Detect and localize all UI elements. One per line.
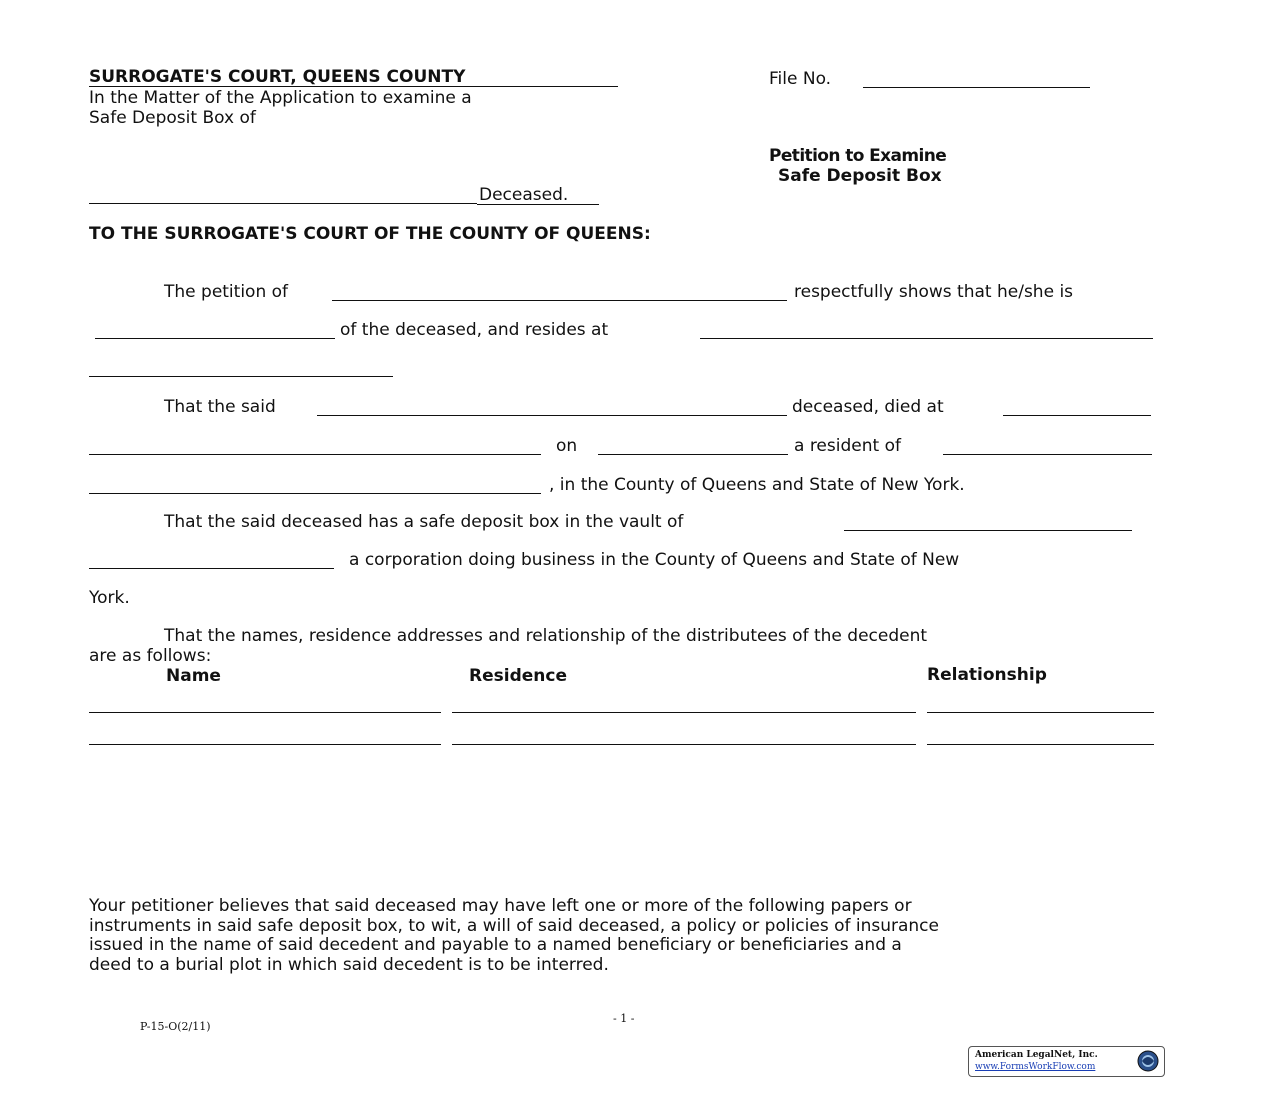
- globe-icon: [1136, 1049, 1160, 1073]
- that-said-label: That the said: [164, 397, 276, 417]
- form-code: P-15-O(2/11): [140, 1020, 211, 1033]
- petitioner-name-field[interactable]: [332, 282, 787, 301]
- bank-name-field-2[interactable]: [89, 550, 334, 569]
- file-no-label: File No.: [769, 69, 832, 89]
- resides-label: of the deceased, and resides at: [340, 320, 609, 340]
- york-label: York.: [89, 588, 130, 608]
- papers-line-3: issued in the name of said decedent and payable to a named beneficiary or beneficiaries and a: [89, 935, 902, 955]
- bank-name-field[interactable]: [844, 512, 1132, 531]
- relationship-field[interactable]: [95, 320, 335, 339]
- deceased-underline: [477, 204, 599, 205]
- distributee-name-line[interactable]: [89, 744, 441, 745]
- died-at-label: deceased, died at: [792, 397, 944, 417]
- deceased-name-field-2[interactable]: [317, 397, 787, 416]
- petitioner-address-field-2[interactable]: [89, 358, 393, 377]
- resident-of-label: a resident of: [794, 436, 901, 456]
- publisher-url[interactable]: www.FormsWorkFlow.com: [975, 1062, 1096, 1072]
- petitioner-address-field[interactable]: [700, 320, 1153, 339]
- shows-label: respectfully shows that he/she is: [794, 282, 1074, 302]
- residence-field[interactable]: [943, 436, 1152, 455]
- papers-line-1: Your petitioner believes that said deceased may have left one or more of the following papers or: [89, 896, 912, 916]
- deceased-label: Deceased.: [479, 185, 569, 205]
- distributee-relationship-line[interactable]: [927, 712, 1154, 713]
- residence-column-header: Residence: [469, 666, 567, 686]
- publisher-logo[interactable]: [968, 1046, 1165, 1077]
- distributees-line-2: are as follows:: [89, 646, 212, 666]
- corporation-label: a corporation doing business in the County of Queens and State of New: [349, 550, 960, 570]
- court-title-underline: [89, 86, 618, 87]
- deceased-name-field[interactable]: [89, 185, 477, 204]
- distributee-residence-line[interactable]: [452, 744, 916, 745]
- doc-title-line-2: Safe Deposit Box: [778, 166, 942, 186]
- distributee-residence-line[interactable]: [452, 712, 916, 713]
- on-label: on: [556, 436, 578, 456]
- distributee-name-line[interactable]: [89, 712, 441, 713]
- matter-line-2: Safe Deposit Box of: [89, 108, 256, 128]
- county-label: , in the County of Queens and State of New York.: [549, 475, 965, 495]
- vault-label: That the said deceased has a safe deposit box in the vault of: [164, 512, 684, 532]
- distributees-line-1: That the names, residence addresses and relationship of the distributees of the decedent: [164, 626, 928, 646]
- date-of-death-field[interactable]: [598, 436, 788, 455]
- relationship-column-header: Relationship: [927, 665, 1047, 685]
- place-of-death-field[interactable]: [1003, 397, 1151, 416]
- distributee-relationship-line[interactable]: [927, 744, 1154, 745]
- place-of-death-field-2[interactable]: [89, 436, 541, 455]
- matter-line-1: In the Matter of the Application to examine a: [89, 88, 472, 108]
- petition-of-label: The petition of: [164, 282, 289, 302]
- publisher-name: American LegalNet, Inc.: [975, 1050, 1098, 1060]
- file-no-field[interactable]: [863, 69, 1090, 88]
- papers-line-4: deed to a burial plot in which said decedent is to be interred.: [89, 955, 609, 975]
- residence-field-2[interactable]: [89, 475, 541, 494]
- doc-title-line-1: Petition to Examine: [769, 146, 947, 166]
- name-column-header: Name: [166, 666, 221, 686]
- page-number: - 1 -: [613, 1012, 635, 1025]
- court-title: SURROGATE'S COURT, QUEENS COUNTY: [89, 67, 466, 87]
- papers-line-2: instruments in said safe deposit box, to wit, a will of said deceased, a policy or policies of insurance: [89, 916, 939, 936]
- court-address: TO THE SURROGATE'S COURT OF THE COUNTY OF QUEENS:: [89, 224, 651, 244]
